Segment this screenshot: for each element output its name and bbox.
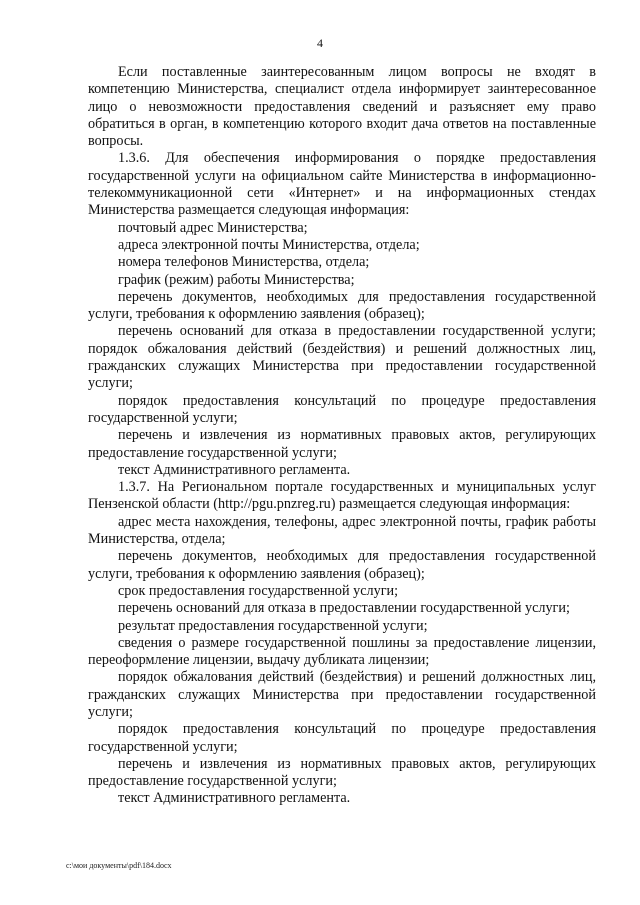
list-item: порядок обжалования действий (бездействия) и решений должностных лиц, гражданских служащих Министерства при предоставлении государственной услуги; bbox=[88, 669, 596, 720]
document-body bbox=[88, 64, 596, 808]
list-item: перечень документов, необходимых для предоставления государственной услуги, требования к оформлению заявления (образец); bbox=[88, 288, 596, 323]
list-item: адреса электронной почты Министерства, отдела; bbox=[118, 236, 420, 253]
paragraph: Если поставленные заинтересованным лицом вопросы не входят в компетенцию Министерства, специалист отдела информирует заинтересованное лицо о невозможности предоставления сведений и разъясняет ему право обратиться в орган, в компетенцию которого входит дача ответов на поставленные вопросы. bbox=[88, 64, 596, 150]
list-item: текст Административного регламента. bbox=[118, 461, 351, 478]
list-item: перечень оснований для отказа в предоставлении государственной услуги; bbox=[118, 600, 570, 617]
list-item: почтовый адрес Министерства; bbox=[118, 219, 308, 236]
list-item: текст Административного регламента. bbox=[118, 790, 351, 807]
list-item: адрес места нахождения, телефоны, адрес электронной почты, график работы Министерства, отдела; bbox=[88, 513, 596, 548]
paragraph: 1.3.7. На Региональном портале государственных и муниципальных услуг Пензенской области (http://pgu.pnzreg.ru) размещается следующая информация: bbox=[88, 479, 596, 513]
list-item: порядок предоставления консультаций по процедуре предоставления государственной услуги; bbox=[88, 721, 596, 755]
paragraph: 1.3.6. Для обеспечения информирования о порядке предоставления государственной услуги на официальном сайте Министерства в информационно-телекоммуникационной сети «Интернет» и на информационных стендах Министерства размещается следующая информация: bbox=[88, 150, 596, 219]
list-item: график (режим) работы Министерства; bbox=[118, 271, 355, 288]
list-item: перечень оснований для отказа в предоставлении государственной услуги; порядок обжалования действий (бездействия) и решений должностных лиц, гражданских служащих Министерства при предоставлении государственной услуги; bbox=[88, 323, 596, 392]
list-item: перечень и извлечения из нормативных правовых актов, регулирующих предоставление государственной услуги; bbox=[88, 755, 596, 790]
page-number: 4 bbox=[317, 36, 323, 50]
list-item: срок предоставления государственной услуги; bbox=[118, 582, 399, 599]
list-item: перечень и извлечения из нормативных правовых актов, регулирующих предоставление государственной услуги; bbox=[88, 427, 596, 461]
list-item: номера телефонов Министерства, отдела; bbox=[118, 254, 370, 271]
list-item: результат предоставления государственной услуги; bbox=[118, 617, 428, 634]
footer-file-path: c:\мои документы\pdf\184.docx bbox=[66, 861, 172, 870]
list-item: сведения о размере государственной пошлины за предоставление лицензии, переоформление лицензии, выдачу дубликата лицензии; bbox=[88, 634, 596, 669]
list-item: перечень документов, необходимых для предоставления государственной услуги, требования к оформлению заявления (образец); bbox=[88, 548, 596, 582]
list-item: порядок предоставления консультаций по процедуре предоставления государственной услуги; bbox=[88, 392, 596, 426]
